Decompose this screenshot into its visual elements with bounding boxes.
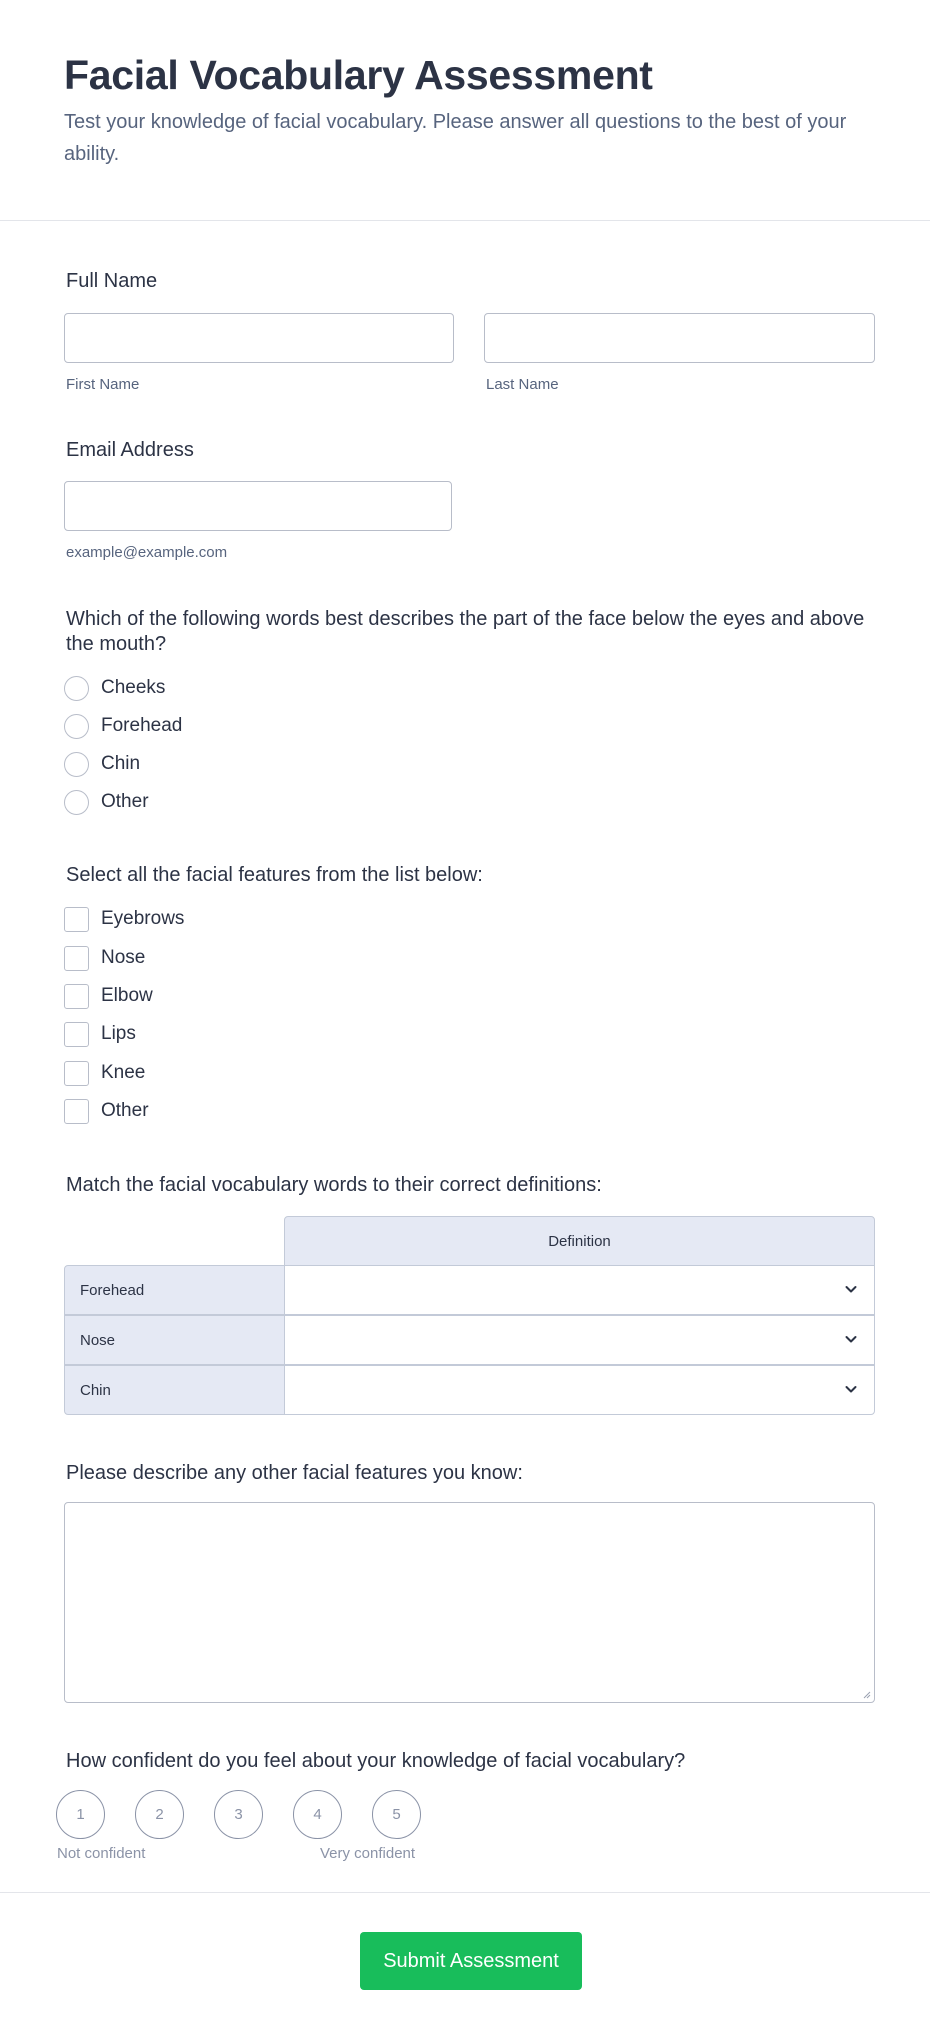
matrix-row-label: Chin: [64, 1365, 285, 1415]
checkbox[interactable]: [64, 946, 89, 971]
radio-option-other[interactable]: [64, 789, 149, 815]
checkbox-option-label: Other: [101, 1100, 149, 1121]
describe-textarea[interactable]: [64, 1502, 875, 1703]
checkbox[interactable]: [64, 1061, 89, 1086]
radio-option-label: Other: [101, 791, 149, 812]
definition-select-forehead[interactable]: [284, 1265, 875, 1315]
checkbox-option-nose[interactable]: [64, 945, 145, 971]
last-name-sublabel: Last Name: [486, 376, 559, 393]
email-label: Email Address: [66, 439, 194, 461]
radio-button[interactable]: [64, 790, 89, 815]
first-name-sublabel: First Name: [66, 376, 140, 393]
radio-option-cheeks[interactable]: [64, 675, 165, 701]
checkbox[interactable]: [64, 984, 89, 1009]
scale-option-4[interactable]: 4: [293, 1790, 342, 1839]
chevron-down-icon: [842, 1280, 860, 1298]
matrix-row-forehead: [64, 1265, 875, 1315]
form-header: [0, 0, 930, 221]
radio-button[interactable]: [64, 714, 89, 739]
checkbox-option-eyebrows[interactable]: [64, 906, 184, 932]
scale-option-2[interactable]: 2: [135, 1790, 184, 1839]
confidence-question: How confident do you feel about your knowledge of facial vocabulary?: [66, 1750, 686, 1772]
email-sublabel: example@example.com: [66, 544, 228, 561]
checkbox[interactable]: [64, 907, 89, 932]
chevron-down-icon: [842, 1330, 860, 1348]
checkbox-option-label: Nose: [101, 947, 146, 968]
page-title: Facial Vocabulary Assessment: [64, 52, 653, 98]
scale-high-label: Very confident: [320, 1845, 416, 1862]
first-name-input[interactable]: [64, 313, 454, 363]
radio-button[interactable]: [64, 752, 89, 777]
features-question: Select all the facial features from the list below:: [66, 864, 483, 886]
radio-option-label: Cheeks: [101, 677, 166, 698]
face-part-question: Which of the following words best describes the part of the face below the eyes and above the mouth?: [66, 608, 865, 655]
radio-option-forehead[interactable]: [64, 713, 182, 739]
matrix-row-nose: [64, 1315, 875, 1365]
full-name-label: Full Name: [66, 270, 158, 292]
describe-question: Please describe any other facial features you know:: [66, 1462, 523, 1484]
scale-option-1[interactable]: 1: [56, 1790, 105, 1839]
match-question: Match the facial vocabulary words to their correct definitions:: [66, 1174, 602, 1196]
radio-button[interactable]: [64, 676, 89, 701]
matrix-row-label: Nose: [64, 1315, 285, 1365]
radio-option-label: Forehead: [101, 715, 183, 736]
submit-button[interactable]: Submit Assessment: [360, 1932, 582, 1990]
radio-option-chin[interactable]: [64, 751, 140, 777]
checkbox-option-label: Knee: [101, 1062, 146, 1083]
checkbox-option-elbow[interactable]: [64, 983, 153, 1009]
matrix-row-chin: [64, 1365, 875, 1415]
matrix-row-label: Forehead: [64, 1265, 285, 1315]
checkbox-option-knee[interactable]: [64, 1060, 145, 1086]
resize-grip-icon[interactable]: [861, 1689, 871, 1699]
email-input[interactable]: [64, 481, 452, 531]
checkbox-option-label: Eyebrows: [101, 908, 185, 929]
checkbox-option-label: Elbow: [101, 985, 153, 1006]
checkbox-option-label: Lips: [101, 1023, 136, 1044]
matrix-column-header: Definition: [284, 1216, 875, 1266]
last-name-input[interactable]: [484, 313, 875, 363]
chevron-down-icon: [842, 1380, 860, 1398]
definition-select-nose[interactable]: [284, 1315, 875, 1365]
definition-select-chin[interactable]: [284, 1365, 875, 1415]
checkbox[interactable]: [64, 1099, 89, 1124]
page-subtitle: Test your knowledge of facial vocabulary. Please answer all questions to the best of your ability.: [64, 111, 847, 165]
checkbox-option-lips[interactable]: [64, 1021, 136, 1047]
checkbox[interactable]: [64, 1022, 89, 1047]
radio-option-label: Chin: [101, 753, 141, 774]
checkbox-option-other[interactable]: [64, 1098, 149, 1124]
match-table: [64, 1216, 875, 1416]
scale-option-3[interactable]: 3: [214, 1790, 263, 1839]
scale-low-label: Not confident: [57, 1845, 146, 1862]
scale-option-5[interactable]: 5: [372, 1790, 421, 1839]
